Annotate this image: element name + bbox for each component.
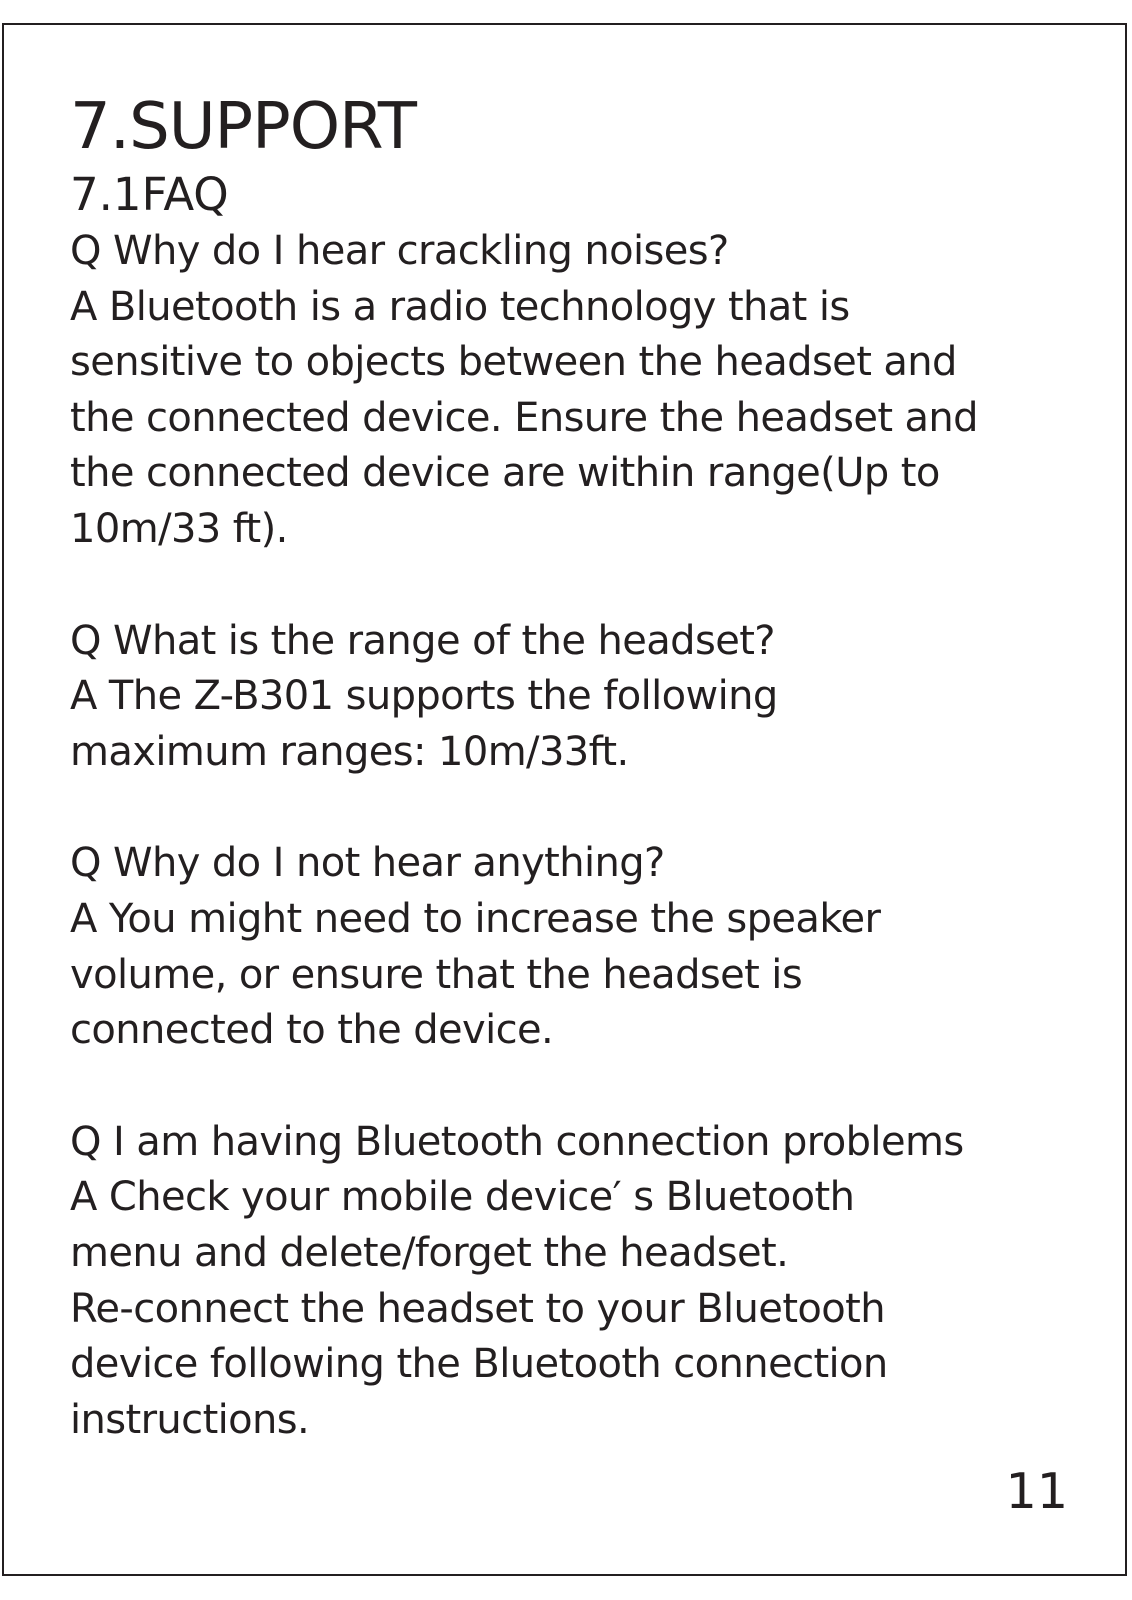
- faq-answer-line: the connected device. Ensure the headset and: [70, 394, 978, 441]
- faq-question: Q What is the range of the headset?: [70, 617, 775, 664]
- section-title: 7.SUPPORT: [70, 90, 416, 164]
- page-content: [70, 88, 1070, 1504]
- faq-question: Q Why do I not hear anything?: [70, 840, 665, 887]
- faq-answer-line: A The Z-B301 supports the following: [70, 673, 778, 720]
- faq-answer-line: A Bluetooth is a radio technology that is: [70, 283, 850, 330]
- faq-answer-line: sensitive to objects between the headset and: [70, 339, 957, 386]
- faq-answer-line: maximum ranges: 10m/33ft.: [70, 728, 629, 775]
- page-number: 11: [1005, 1463, 1068, 1520]
- faq-answer-line: menu and delete/forget the headset.: [70, 1229, 789, 1276]
- faq-answer-line: Re-connect the headset to your Bluetooth: [70, 1285, 885, 1332]
- faq-answer-line: connected to the device.: [70, 1007, 554, 1054]
- faq-item: [70, 836, 1070, 1058]
- subsection-title: 7.1FAQ: [70, 168, 229, 221]
- faq-answer-line: A You might need to increase the speaker: [70, 895, 881, 942]
- faq-item: [70, 1115, 1070, 1449]
- faq-list: [70, 224, 1070, 1448]
- faq-answer-line: A Check your mobile device′ s Bluetooth: [70, 1174, 855, 1221]
- faq-answer-line: 10m/33 ft).: [70, 505, 288, 552]
- faq-answer-line: volume, or ensure that the headset is: [70, 951, 803, 998]
- faq-question: Q Why do I hear crackling noises?: [70, 228, 729, 274]
- faq-item: [70, 614, 1070, 781]
- faq-answer-line: the connected device are within range(Up to: [70, 450, 940, 497]
- faq-answer-line: instructions.: [70, 1396, 310, 1443]
- faq-item: [70, 224, 1070, 558]
- faq-question: Q I am having Bluetooth connection problems: [70, 1118, 964, 1165]
- faq-answer-line: device following the Bluetooth connection: [70, 1341, 888, 1388]
